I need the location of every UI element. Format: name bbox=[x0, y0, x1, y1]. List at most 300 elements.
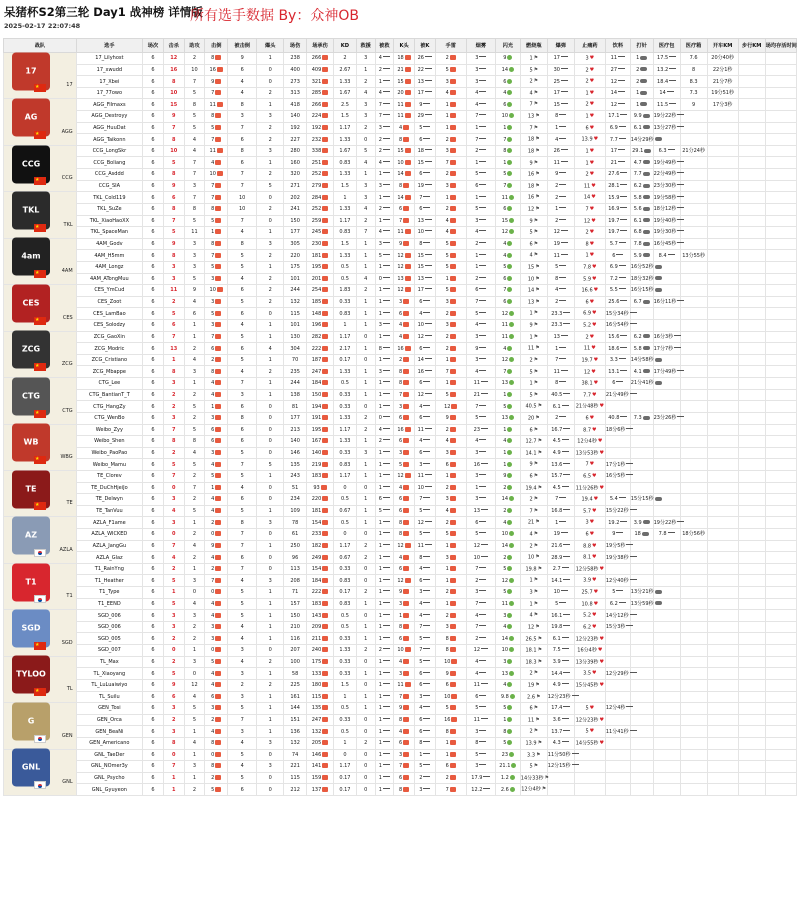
player-stats-table bbox=[3, 38, 797, 796]
column-header[interactable]: 场承伤 bbox=[307, 39, 334, 53]
table-row[interactable] bbox=[4, 366, 797, 378]
stat-value: 1 bbox=[445, 473, 449, 480]
stat-value: 1 bbox=[171, 589, 176, 596]
stat-value: 12 bbox=[397, 287, 404, 294]
team-cell bbox=[4, 192, 77, 238]
stat-cell bbox=[307, 227, 334, 239]
stat-value: 4 bbox=[419, 403, 423, 410]
table-row[interactable] bbox=[4, 645, 797, 657]
stat-cell bbox=[574, 401, 605, 413]
table-row[interactable] bbox=[4, 134, 797, 146]
stat-icon bbox=[383, 405, 390, 408]
column-header[interactable]: 步行KM bbox=[738, 39, 765, 53]
stat-value: 13分21秒 bbox=[630, 589, 654, 596]
stat-value: 13 bbox=[473, 508, 481, 515]
table-row[interactable] bbox=[4, 598, 797, 610]
stat-value: 2 bbox=[475, 577, 479, 584]
stat-icon bbox=[509, 496, 514, 501]
table-row[interactable] bbox=[4, 668, 797, 680]
stat-icon bbox=[383, 91, 390, 94]
table-row[interactable] bbox=[4, 378, 797, 390]
stat-value: 18.6 bbox=[608, 345, 620, 352]
table-row[interactable] bbox=[4, 273, 797, 285]
stat-cell bbox=[228, 64, 257, 76]
stat-icon: ♥ bbox=[589, 124, 595, 131]
table-row[interactable] bbox=[4, 528, 797, 540]
stat-cell bbox=[257, 331, 284, 343]
stat-value: 14 bbox=[527, 287, 535, 294]
table-row[interactable] bbox=[4, 215, 797, 227]
column-header[interactable]: 医疗箱 bbox=[680, 39, 707, 53]
table-row[interactable] bbox=[4, 621, 797, 633]
stat-cell bbox=[605, 192, 630, 204]
stat-cell bbox=[495, 215, 520, 227]
stat-value: 0 bbox=[364, 333, 368, 340]
stat-icon bbox=[423, 439, 430, 442]
stat-value: 3 bbox=[192, 368, 197, 375]
stat-value: 4 bbox=[445, 217, 449, 224]
table-row[interactable] bbox=[4, 587, 797, 599]
stat-cell bbox=[163, 505, 184, 517]
stat-cell bbox=[435, 401, 466, 413]
empty-cell bbox=[605, 563, 630, 575]
stat-cell bbox=[375, 749, 394, 761]
table-row[interactable] bbox=[4, 447, 797, 459]
stat-value: 3 bbox=[240, 728, 244, 735]
stat-value: 3 bbox=[475, 589, 479, 596]
empty-cell bbox=[630, 563, 653, 575]
stat-icon: ⚑ bbox=[533, 322, 539, 329]
empty-cell bbox=[653, 389, 680, 401]
table-row[interactable] bbox=[4, 470, 797, 482]
table-row[interactable] bbox=[4, 412, 797, 424]
stat-cell bbox=[466, 482, 495, 494]
stat-cell bbox=[284, 401, 307, 413]
stat-icon: ♥ bbox=[599, 716, 604, 723]
column-header[interactable]: 场次 bbox=[143, 39, 164, 53]
table-row[interactable] bbox=[4, 552, 797, 564]
stat-value: 1 bbox=[268, 635, 272, 642]
column-header[interactable]: KD bbox=[334, 39, 357, 53]
column-header[interactable]: 场伤 bbox=[284, 39, 307, 53]
player-name: CES_Solodzy bbox=[76, 320, 142, 332]
stat-cell bbox=[630, 296, 653, 308]
empty-cell bbox=[707, 238, 738, 250]
stat-cell bbox=[228, 76, 257, 88]
stat-cell bbox=[435, 645, 466, 657]
stat-value: 3 bbox=[364, 194, 368, 201]
stat-value: 3 bbox=[445, 148, 449, 155]
table-row[interactable] bbox=[4, 691, 797, 703]
stat-cell bbox=[466, 99, 495, 111]
table-row[interactable] bbox=[4, 250, 797, 262]
empty-cell bbox=[680, 389, 707, 401]
player-name: GNL_NOmer3y bbox=[76, 761, 142, 773]
stat-value: 6.2 bbox=[583, 624, 592, 631]
stat-value: 5 bbox=[503, 589, 507, 596]
empty-cell bbox=[630, 645, 653, 657]
table-row[interactable] bbox=[4, 53, 797, 65]
empty-cell bbox=[738, 575, 765, 587]
stat-icon bbox=[619, 138, 626, 141]
table-row[interactable] bbox=[4, 401, 797, 413]
stat-icon bbox=[511, 763, 516, 768]
stat-value: 4 bbox=[503, 90, 507, 97]
stat-value: 1.17 bbox=[339, 763, 351, 770]
column-header[interactable]: 爆弹 bbox=[547, 39, 574, 53]
empty-cell bbox=[738, 378, 765, 390]
empty-cell bbox=[680, 563, 707, 575]
table-row[interactable] bbox=[4, 180, 797, 192]
empty-cell bbox=[707, 505, 738, 517]
stat-value: 5 bbox=[268, 183, 272, 189]
table-row[interactable] bbox=[4, 122, 797, 134]
table-row[interactable] bbox=[4, 308, 797, 320]
stat-cell bbox=[495, 737, 520, 749]
stat-value: 1 bbox=[529, 310, 533, 317]
stat-icon bbox=[479, 161, 486, 164]
stat-icon: ♥ bbox=[589, 519, 595, 526]
stat-cell bbox=[435, 633, 466, 645]
stat-cell bbox=[143, 679, 164, 691]
table-row[interactable] bbox=[4, 784, 797, 796]
column-header[interactable]: 被K bbox=[414, 39, 435, 53]
column-header[interactable]: 击杀 bbox=[163, 39, 184, 53]
stat-value: 2 bbox=[475, 635, 479, 642]
stat-cell bbox=[284, 250, 307, 262]
stat-value: 58 bbox=[291, 670, 299, 677]
table-row[interactable] bbox=[4, 157, 797, 169]
stat-value: 5 bbox=[192, 124, 197, 131]
stat-value: 2 bbox=[419, 775, 423, 782]
column-header[interactable]: 止痛药 bbox=[574, 39, 605, 53]
column-header[interactable]: 击倒 bbox=[205, 39, 228, 53]
stat-value: 23.3 bbox=[551, 322, 563, 329]
stat-cell bbox=[163, 64, 184, 76]
stat-cell bbox=[257, 610, 284, 622]
stat-cell bbox=[394, 482, 415, 494]
stat-cell bbox=[574, 261, 605, 273]
table-row[interactable] bbox=[4, 238, 797, 250]
table-row[interactable] bbox=[4, 192, 797, 204]
stat-value: 2 bbox=[503, 508, 507, 515]
stat-icon: ⚑ bbox=[535, 298, 540, 305]
stat-value: 3 bbox=[503, 658, 507, 665]
stat-value: 78 bbox=[291, 519, 299, 526]
stat-value: 4 bbox=[268, 345, 272, 352]
stat-cell bbox=[334, 505, 357, 517]
column-header[interactable]: 爆头 bbox=[257, 39, 284, 53]
stat-value: 6 bbox=[398, 508, 403, 515]
stat-icon bbox=[383, 242, 390, 245]
empty-cell bbox=[605, 447, 630, 459]
table-row[interactable] bbox=[4, 111, 797, 123]
stat-cell bbox=[394, 99, 415, 111]
table-row[interactable] bbox=[4, 331, 797, 343]
table-row[interactable] bbox=[4, 749, 797, 761]
column-header[interactable]: 战队 bbox=[4, 39, 77, 53]
table-row[interactable] bbox=[4, 261, 797, 273]
stat-value: 15 bbox=[527, 264, 535, 271]
stat-icon bbox=[215, 380, 221, 385]
table-row[interactable] bbox=[4, 540, 797, 552]
stat-icon bbox=[322, 346, 328, 351]
stat-icon bbox=[425, 149, 432, 152]
stat-cell bbox=[356, 238, 375, 250]
stat-value: 3 bbox=[364, 450, 368, 457]
table-row[interactable] bbox=[4, 354, 797, 366]
stat-cell bbox=[680, 145, 707, 157]
stat-cell bbox=[205, 320, 228, 332]
stat-cell bbox=[466, 308, 495, 320]
column-header[interactable]: 燃烧瓶 bbox=[520, 39, 547, 53]
table-row[interactable] bbox=[4, 703, 797, 715]
table-row[interactable] bbox=[4, 714, 797, 726]
stat-cell bbox=[520, 517, 547, 529]
column-header[interactable]: 开车KM bbox=[707, 39, 738, 53]
stat-cell bbox=[307, 145, 334, 157]
stat-value: 2.5 bbox=[340, 101, 349, 108]
stat-value: 146 bbox=[311, 751, 322, 758]
table-row[interactable] bbox=[4, 320, 797, 332]
stat-cell bbox=[520, 285, 547, 297]
stat-value: 4 bbox=[211, 461, 215, 468]
column-header[interactable]: 被救 bbox=[375, 39, 394, 53]
stat-value: 8 bbox=[171, 136, 176, 143]
stat-cell bbox=[495, 726, 520, 738]
table-row[interactable] bbox=[4, 563, 797, 575]
stat-cell bbox=[356, 412, 375, 424]
table-row[interactable] bbox=[4, 203, 797, 215]
table-row[interactable] bbox=[4, 505, 797, 517]
stat-icon: ⚑ bbox=[544, 774, 549, 781]
table-row[interactable] bbox=[4, 145, 797, 157]
stat-icon bbox=[423, 730, 430, 733]
stat-icon bbox=[630, 672, 637, 675]
stat-icon bbox=[483, 776, 490, 779]
stat-icon bbox=[215, 740, 221, 745]
table-row[interactable] bbox=[4, 575, 797, 587]
table-row[interactable] bbox=[4, 761, 797, 773]
stat-icon bbox=[383, 625, 390, 628]
table-row[interactable] bbox=[4, 424, 797, 436]
table-row[interactable] bbox=[4, 227, 797, 239]
stat-value: 5.2 bbox=[583, 322, 592, 329]
stat-icon: ⚑ bbox=[537, 403, 543, 410]
stat-cell bbox=[574, 215, 605, 227]
stat-icon bbox=[643, 114, 650, 118]
stat-icon bbox=[507, 102, 512, 107]
stat-cell bbox=[184, 691, 205, 703]
team-name: TL bbox=[66, 686, 73, 693]
column-header[interactable]: 打针 bbox=[630, 39, 653, 53]
stat-cell bbox=[414, 447, 435, 459]
stat-value: 7.7 bbox=[583, 392, 592, 399]
table-row[interactable] bbox=[4, 656, 797, 668]
stat-value: 4 bbox=[192, 357, 197, 364]
stat-icon bbox=[403, 775, 409, 780]
stat-value: 5 bbox=[240, 450, 244, 457]
stat-value: 12 bbox=[397, 264, 404, 271]
stat-value: 6 bbox=[419, 682, 423, 689]
stat-value: 13 bbox=[527, 299, 535, 306]
table-row[interactable] bbox=[4, 459, 797, 471]
empty-cell bbox=[630, 656, 653, 668]
stat-cell bbox=[307, 401, 334, 413]
table-row[interactable] bbox=[4, 99, 797, 111]
china-flag-icon bbox=[34, 177, 46, 185]
column-header[interactable]: 救援 bbox=[356, 39, 375, 53]
stat-value: 13.7 bbox=[551, 728, 563, 735]
stat-value: 6 bbox=[151, 473, 155, 480]
stat-icon bbox=[403, 589, 409, 594]
stat-icon bbox=[383, 776, 390, 779]
stat-value: 5 bbox=[445, 287, 449, 294]
stat-value: 1.67 bbox=[339, 90, 351, 97]
stat-value: 1 bbox=[211, 484, 215, 491]
stat-value: 4 bbox=[211, 508, 215, 515]
table-row[interactable] bbox=[4, 610, 797, 622]
stat-value: 1 bbox=[445, 113, 449, 120]
stat-cell bbox=[228, 610, 257, 622]
stat-cell bbox=[257, 517, 284, 529]
table-row[interactable] bbox=[4, 436, 797, 448]
stat-cell bbox=[547, 505, 574, 517]
stat-cell bbox=[495, 180, 520, 192]
stat-value: 0 bbox=[343, 484, 347, 491]
column-header[interactable]: 烟雾 bbox=[466, 39, 495, 53]
stat-icon bbox=[215, 775, 221, 780]
stat-value: 183 bbox=[311, 600, 322, 607]
stat-value: 12.7 bbox=[525, 438, 537, 445]
column-header[interactable]: 被击倒 bbox=[228, 39, 257, 53]
table-row[interactable] bbox=[4, 482, 797, 494]
table-row[interactable] bbox=[4, 76, 797, 88]
stat-value: 6 bbox=[475, 287, 479, 294]
stat-cell bbox=[205, 610, 228, 622]
stat-value: 8 bbox=[171, 438, 176, 445]
stat-cell bbox=[520, 610, 547, 622]
player-name: T1_Heather bbox=[76, 575, 142, 587]
stat-cell bbox=[414, 122, 435, 134]
stat-cell bbox=[495, 563, 520, 575]
stat-cell bbox=[375, 587, 394, 599]
empty-cell bbox=[653, 308, 680, 320]
column-header[interactable]: 医疗包 bbox=[653, 39, 680, 53]
stat-value: 235 bbox=[290, 368, 300, 375]
table-row[interactable] bbox=[4, 726, 797, 738]
stat-value: 1 bbox=[364, 693, 368, 700]
table-row[interactable] bbox=[4, 169, 797, 181]
table-row[interactable] bbox=[4, 517, 797, 529]
stat-value: 21 bbox=[473, 391, 481, 398]
table-row[interactable] bbox=[4, 737, 797, 749]
stat-cell bbox=[228, 714, 257, 726]
empty-cell bbox=[544, 772, 574, 784]
stat-icon bbox=[507, 369, 512, 374]
stat-value: 2.7 bbox=[552, 566, 561, 573]
stat-value: 0.83 bbox=[339, 577, 351, 584]
stat-value: 115 bbox=[290, 310, 300, 317]
column-header[interactable]: 手雷 bbox=[435, 39, 466, 53]
empty-cell bbox=[738, 238, 765, 250]
stat-icon bbox=[403, 729, 409, 734]
stat-icon bbox=[559, 196, 566, 199]
table-row[interactable] bbox=[4, 285, 797, 297]
stat-value: 16 bbox=[209, 66, 216, 73]
table-row[interactable] bbox=[4, 64, 797, 76]
table-row[interactable] bbox=[4, 772, 797, 784]
player-name: SGD_006 bbox=[76, 610, 142, 622]
stat-value: 2 bbox=[268, 299, 272, 306]
stat-value: 22分1秒 bbox=[712, 66, 733, 73]
table-row[interactable] bbox=[4, 633, 797, 645]
stat-cell bbox=[520, 53, 547, 65]
table-row[interactable] bbox=[4, 296, 797, 308]
column-header[interactable]: 饮料 bbox=[605, 39, 630, 53]
empty-cell bbox=[653, 470, 680, 482]
stat-value: 5 bbox=[585, 705, 589, 712]
stat-value: 6 bbox=[151, 252, 155, 259]
column-header[interactable]: 闪光 bbox=[495, 39, 520, 53]
stat-icon bbox=[383, 463, 390, 466]
empty-cell bbox=[680, 703, 707, 715]
empty-cell bbox=[738, 308, 765, 320]
stat-value: 17 bbox=[553, 90, 560, 97]
stat-value: 7 bbox=[503, 183, 507, 189]
column-header[interactable]: 助攻 bbox=[184, 39, 205, 53]
stat-cell bbox=[375, 111, 394, 123]
stat-icon bbox=[677, 219, 684, 222]
stat-cell bbox=[284, 598, 307, 610]
stat-cell bbox=[356, 76, 375, 88]
stat-value: 8 bbox=[398, 380, 403, 387]
stat-cell bbox=[143, 122, 164, 134]
stat-cell bbox=[605, 517, 630, 529]
stat-value: 0 bbox=[364, 612, 368, 619]
stat-value: 409 bbox=[311, 66, 322, 73]
stat-value: 12 bbox=[397, 577, 404, 584]
table-row[interactable] bbox=[4, 494, 797, 506]
stat-icon bbox=[215, 322, 221, 327]
stat-icon bbox=[507, 462, 512, 467]
stat-cell bbox=[257, 575, 284, 587]
column-header[interactable]: K头 bbox=[394, 39, 415, 53]
stat-cell bbox=[257, 563, 284, 575]
stat-value: 6 bbox=[151, 531, 155, 538]
stat-icon bbox=[405, 79, 411, 84]
column-header[interactable]: 选手 bbox=[76, 39, 142, 53]
stat-value: 16.1 bbox=[551, 612, 563, 619]
stat-cell bbox=[394, 238, 415, 250]
stat-value: 16 bbox=[170, 66, 178, 73]
table-row[interactable] bbox=[4, 679, 797, 691]
stat-cell bbox=[356, 633, 375, 645]
stat-cell bbox=[574, 668, 605, 680]
table-row[interactable] bbox=[4, 389, 797, 401]
stat-cell bbox=[630, 261, 653, 273]
stat-cell bbox=[184, 470, 205, 482]
stat-cell bbox=[495, 157, 520, 169]
table-row[interactable] bbox=[4, 343, 797, 355]
column-header[interactable]: 场均存活时间 bbox=[765, 39, 796, 53]
stat-value: 6 bbox=[151, 124, 155, 131]
stat-value: 12 bbox=[501, 310, 509, 317]
stat-value: 3 bbox=[211, 299, 215, 306]
stat-value: 40.8 bbox=[608, 415, 620, 422]
empty-cell bbox=[630, 691, 653, 703]
table-row[interactable] bbox=[4, 87, 797, 99]
